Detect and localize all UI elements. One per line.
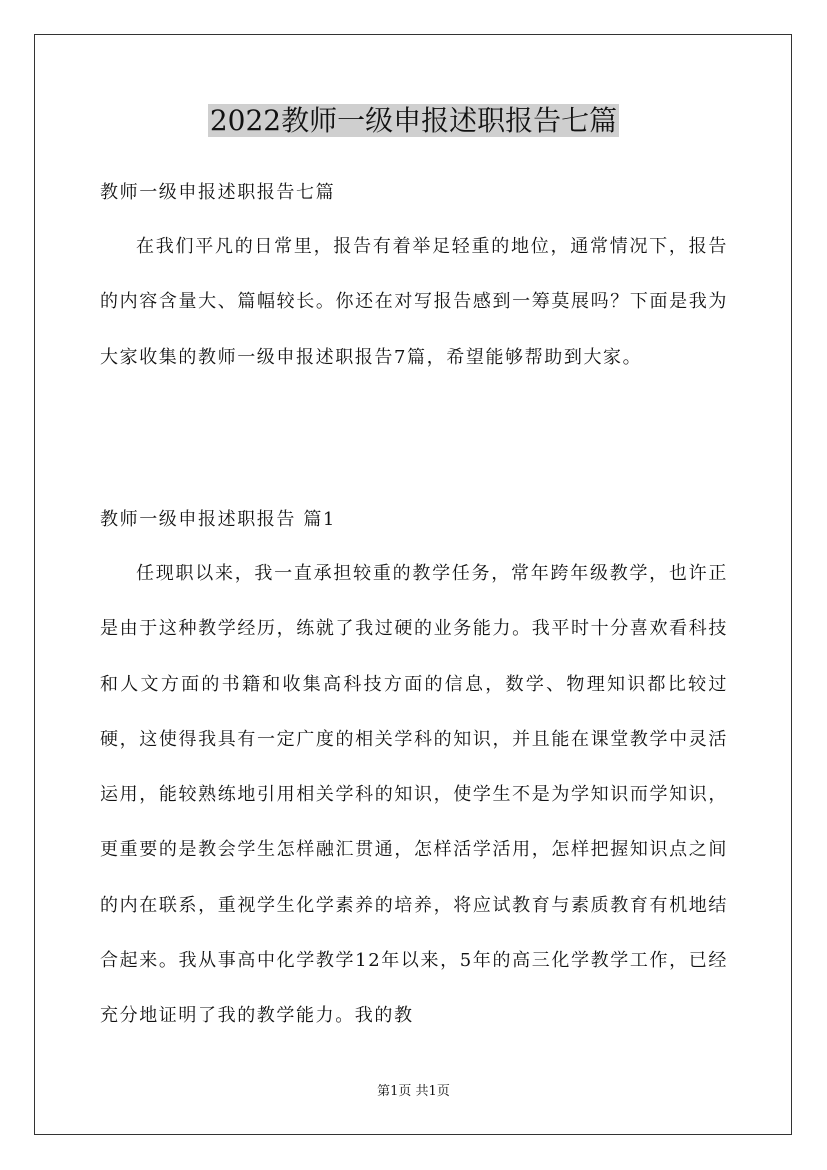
section-heading: 教师一级申报述职报告 篇1: [100, 509, 336, 530]
intro-heading: 教师一级申报述职报告七篇: [100, 182, 336, 203]
document-title: [0, 101, 827, 141]
document-title-text: 2022教师一级申报述职报告七篇: [209, 104, 618, 137]
intro-paragraph: 在我们平凡的日常里，报告有着举足轻重的地位，通常情况下，报告的内容含量大、篇幅较长。你还在对写报告感到一筹莫展吗？下面是我为大家收集的教师一级申报述职报告7篇，希望能够帮助到大家。: [100, 236, 728, 368]
section-body-paragraph: 任现职以来，我一直承担较重的教学任务，常年跨年级教学，也许正是由于这种教学经历，练就了我过硬的业务能力。我平时十分喜欢看科技和人文方面的书籍和收集高科技方面的信息，数学、物理知识都比较过硬，这使得我具有一定广度的相关学科的知识，并且能在课堂教学中灵活运用，能较熟练地引用相关学科的知识，使学生不是为学知识而学知识，更重要的是教会学生怎样融汇贯通，怎样活学活用，怎样把握知识点之间的内在联系，重视学生化学素养的培养，将应试教育与素质教育有机地结合起来。我从事高中化学教学12年以来，5年的高三化学教学工作，已经充分地证明了我的教学能力。我的教: [100, 563, 728, 1027]
page-footer: 第1页 共1页: [377, 1084, 450, 1099]
